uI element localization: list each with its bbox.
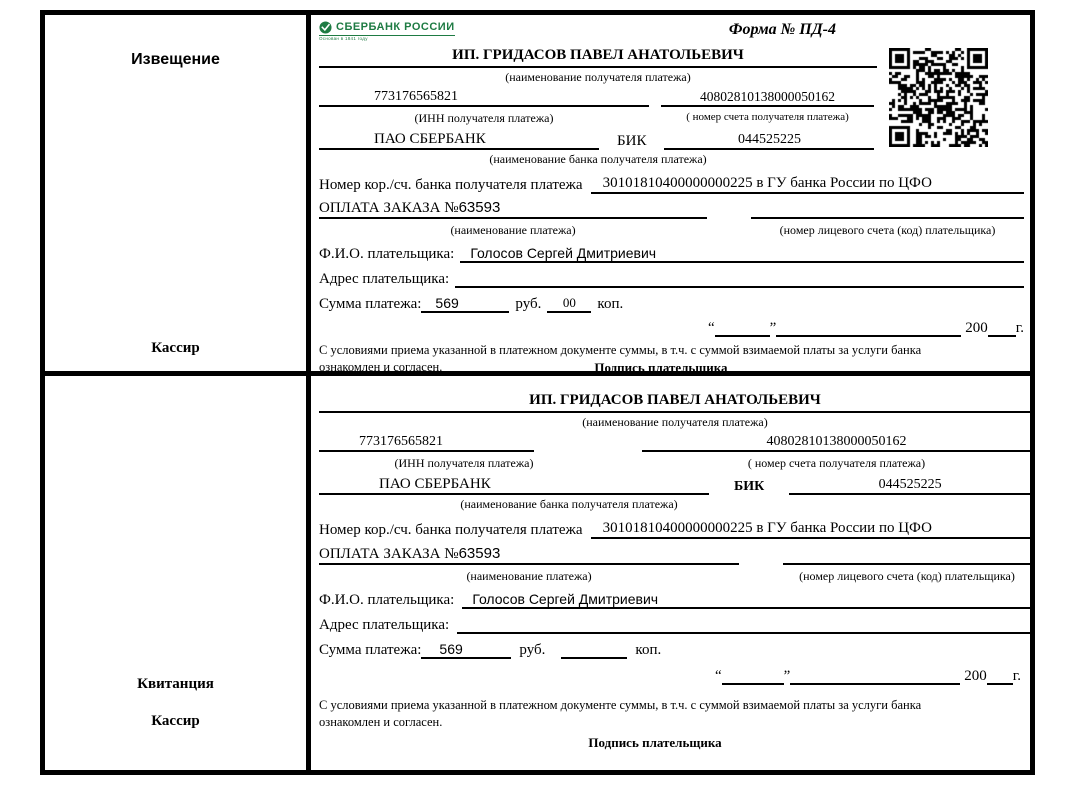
form-number-label: Форма № ПД-4 (728, 21, 836, 38)
inn-value: 773176565821 (319, 434, 534, 452)
date-month-blank (776, 335, 961, 337)
date-year-blank (988, 335, 1016, 337)
recipient-name: ИП. ГРИДАСОВ ПАВЕЛ АНАТОЛЬЕВИЧ (319, 392, 1031, 413)
corr-account-label: Номер кор./сч. банка получателя платежа (319, 177, 583, 193)
notice-title: Извещение (131, 51, 220, 68)
payment-purpose-label: ОПЛАТА ЗАКАЗА № (319, 546, 459, 562)
bank-name-caption: (наименование банка получателя платежа) (489, 152, 707, 166)
date-year-prefix: 200 (965, 320, 988, 336)
corr-account-label: Номер кор./сч. банка получателя платежа (319, 522, 583, 538)
date-close-quote: ” (769, 320, 777, 336)
signature-label: Подпись плательщика (594, 359, 728, 375)
amount-kop-value: 00 (547, 295, 591, 313)
date-year-suffix: г. (1012, 668, 1021, 684)
inn-caption: (ИНН получателя платежа) (394, 456, 534, 470)
pd4-form (40, 10, 1035, 775)
date-year-prefix: 200 (964, 668, 987, 684)
sberbank-brand-text: СБЕРБАНК РОССИИ (336, 21, 455, 33)
payer-name-label: Ф.И.О. плательщика: (319, 592, 455, 608)
amount-kop-value (561, 657, 627, 659)
date-close-quote: ” (783, 668, 791, 684)
payment-purpose (319, 199, 707, 219)
logo-row (319, 21, 1024, 47)
recipient-name-caption: (наименование получателя платежа) (582, 415, 768, 429)
cashier-label: Кассир (151, 713, 200, 729)
bank-name-caption: (наименование банка получателя платежа) (460, 497, 678, 511)
recipient-name-caption: (наименование получателя платежа) (505, 70, 691, 84)
order-number: 63593 (458, 545, 501, 562)
bank-name-value: ПАО СБЕРБАНК (319, 131, 599, 150)
agreement-line1: С условиями приема указанной в платежном документе суммы, в т.ч. с суммой взимаемой платы за услуги банка (319, 698, 922, 712)
amount-label: Сумма платежа: (319, 296, 422, 312)
amount-rub-value: 569 (421, 295, 509, 313)
personal-account-blank (783, 563, 1031, 565)
notice-section (45, 15, 1030, 375)
sberbank-logo-icon (319, 21, 332, 34)
date-month-blank (790, 683, 960, 685)
qr-code (889, 48, 988, 147)
agreement-line2: ознакомлен и согласен. (319, 359, 443, 374)
receipt-left-column (45, 376, 311, 770)
receipt-body (311, 376, 1037, 770)
corr-account-value: 30101810400000000225 в ГУ банка России по ЦФО (591, 175, 1024, 194)
account-caption: ( номер счета получателя платежа) (747, 456, 926, 470)
kop-label: коп. (597, 296, 624, 312)
agreement-text (319, 697, 1031, 751)
notice-left-column (45, 15, 311, 371)
amount-rub-value: 569 (421, 641, 511, 659)
bik-value: 044525225 (664, 132, 874, 150)
inn-caption: (ИНН получателя платежа) (414, 111, 554, 125)
personal-account-caption: (номер лицевого счета (код) плательщика) (799, 569, 1015, 583)
payment-purpose-caption: (наименование платежа) (466, 569, 592, 583)
amount-label: Сумма платежа: (319, 642, 422, 658)
sberbank-logo (319, 21, 455, 42)
corr-account-value: 30101810400000000225 в ГУ банка России по ЦФО (591, 520, 1031, 539)
payer-address-blank (455, 286, 1024, 288)
rub-label: руб. (515, 296, 542, 312)
payment-purpose-caption: (наименование платежа) (450, 223, 576, 237)
account-value: 40802810138000050162 (661, 89, 874, 107)
bik-value: 044525225 (789, 477, 1031, 495)
payer-name-value: Голосов Сергей Дмитриевич (462, 591, 1031, 609)
bik-label: БИК (734, 479, 765, 494)
rub-label: руб. (519, 642, 546, 658)
cashier-label: Кассир (151, 340, 200, 356)
payer-name-label: Ф.И.О. плательщика: (319, 246, 455, 262)
agreement-line2: ознакомлен и согласен. (319, 714, 443, 729)
date-open-quote: “ (714, 668, 722, 684)
payer-address-label: Адрес плательщика: (319, 617, 450, 633)
bik-label: БИК (617, 133, 647, 149)
order-number: 63593 (458, 199, 501, 216)
date-day-blank (715, 335, 770, 337)
inn-value: 773176565821 (319, 89, 649, 107)
date-year-suffix: г. (1015, 320, 1024, 336)
receipt-title: Квитанция (137, 676, 214, 692)
date-year-blank (987, 683, 1013, 685)
payer-address-label: Адрес плательщика: (319, 271, 450, 287)
payer-address-blank (457, 632, 1031, 634)
payment-purpose-label: ОПЛАТА ЗАКАЗА № (319, 200, 459, 216)
personal-account-caption: (номер лицевого счета (код) плательщика) (779, 223, 996, 237)
receipt-section (45, 376, 1030, 770)
notice-body (311, 15, 1030, 375)
signature-label: Подпись плательщика (588, 734, 722, 750)
payment-purpose (319, 545, 739, 565)
kop-label: коп. (635, 642, 662, 658)
personal-account-blank (751, 217, 1024, 219)
account-caption: ( номер счета получателя платежа) (686, 111, 849, 123)
account-value: 40802810138000050162 (642, 434, 1031, 452)
agreement-line1: С условиями приема указанной в платежном документе суммы, в т.ч. с суммой взимаемой платы за услуги банка (319, 343, 922, 357)
agreement-text (319, 342, 1024, 376)
sberbank-tagline: Основан в 1841 году (319, 36, 368, 41)
recipient-name: ИП. ГРИДАСОВ ПАВЕЛ АНАТОЛЬЕВИЧ (319, 47, 877, 68)
date-day-blank (722, 683, 784, 685)
date-open-quote: “ (707, 320, 715, 336)
payer-name-value: Голосов Сергей Дмитриевич (460, 245, 1024, 263)
bank-name-value: ПАО СБЕРБАНК (319, 476, 709, 495)
